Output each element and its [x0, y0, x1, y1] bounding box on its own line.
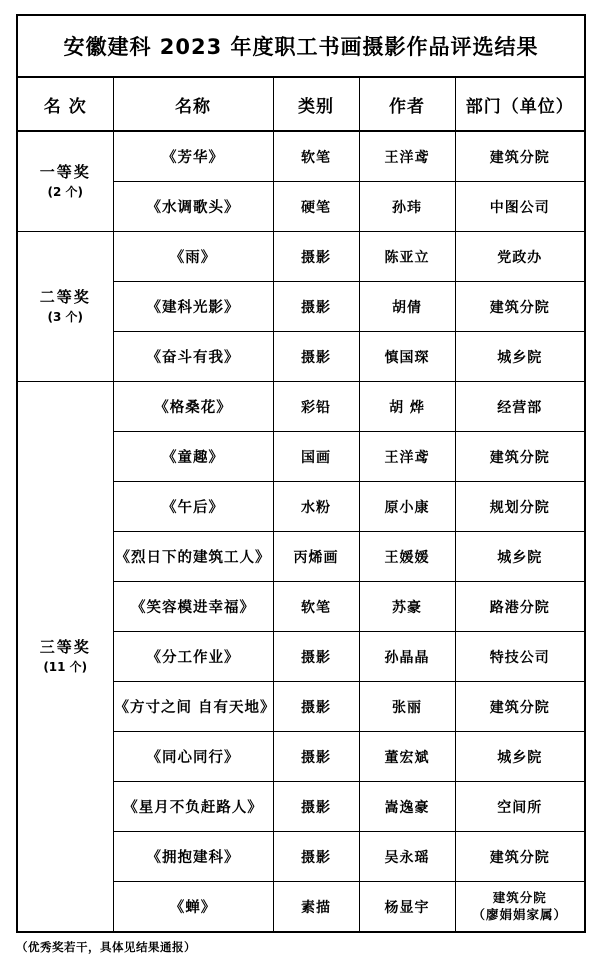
- rank-count: (3 个): [47, 309, 83, 324]
- column-header-author: 作者: [359, 77, 455, 131]
- work-category: 素描: [273, 882, 359, 933]
- work-author: 孙晶晶: [359, 632, 455, 682]
- rank-label: 二等奖: [39, 287, 91, 306]
- work-category: 摄影: [273, 232, 359, 282]
- work-department: 党政办: [455, 232, 585, 282]
- work-name: 《同心同行》: [113, 732, 273, 782]
- work-author: 苏豪: [359, 582, 455, 632]
- work-category: 软笔: [273, 582, 359, 632]
- work-department: 空间所: [455, 782, 585, 832]
- footnote: （优秀奖若干，具体见结果通报）: [16, 940, 196, 954]
- work-name: 《建科光影》: [113, 282, 273, 332]
- work-name: 《星月不负赶路人》: [113, 782, 273, 832]
- work-name: 《格桑花》: [113, 382, 273, 432]
- rank-cell-third: [17, 382, 113, 933]
- award-results-table: [16, 14, 586, 933]
- work-category: 摄影: [273, 732, 359, 782]
- work-department: [455, 882, 585, 933]
- table-header-row: [17, 77, 585, 131]
- work-department: 建筑分院: [455, 131, 585, 182]
- table-row: [17, 232, 585, 282]
- page-title: 安徽建科 2023 年度职工书画摄影作品评选结果: [17, 15, 585, 77]
- work-category: 软笔: [273, 131, 359, 182]
- work-author: 慎国琛: [359, 332, 455, 382]
- work-author: 吴永瑶: [359, 832, 455, 882]
- work-department: 建筑分院: [455, 832, 585, 882]
- work-name: 《芳华》: [113, 131, 273, 182]
- work-department: 城乡院: [455, 332, 585, 382]
- work-category: 摄影: [273, 832, 359, 882]
- work-name: 《拥抱建科》: [113, 832, 273, 882]
- rank-count: (2 个): [47, 184, 83, 199]
- work-department: 建筑分院: [455, 282, 585, 332]
- work-name: 《奋斗有我》: [113, 332, 273, 382]
- work-category: 彩铅: [273, 382, 359, 432]
- work-department-line2: （廖娟娟家属）: [472, 906, 568, 922]
- column-header-category: 类别: [273, 77, 359, 131]
- work-author: 嵩逸豪: [359, 782, 455, 832]
- work-author: 胡 烨: [359, 382, 455, 432]
- work-author: 原小康: [359, 482, 455, 532]
- table-row: [17, 131, 585, 182]
- column-header-name: 名称: [113, 77, 273, 131]
- work-name: 《童趣》: [113, 432, 273, 482]
- work-department: 城乡院: [455, 732, 585, 782]
- work-department: 路港分院: [455, 582, 585, 632]
- work-name: 《烈日下的建筑工人》: [113, 532, 273, 582]
- work-name: 《笑容模进幸福》: [113, 582, 273, 632]
- column-header-rank: 名 次: [17, 77, 113, 131]
- work-category: 水粉: [273, 482, 359, 532]
- work-category: 摄影: [273, 332, 359, 382]
- work-category: 国画: [273, 432, 359, 482]
- work-author: 王媛媛: [359, 532, 455, 582]
- work-name: 《蝉》: [113, 882, 273, 933]
- rank-cell-first: [17, 131, 113, 232]
- work-name: 《方寸之间 自有天地》: [113, 682, 273, 732]
- table-row: [17, 382, 585, 432]
- work-author: 杨显宇: [359, 882, 455, 933]
- work-author: 陈亚立: [359, 232, 455, 282]
- work-department: 城乡院: [455, 532, 585, 582]
- work-category: 摄影: [273, 282, 359, 332]
- work-name: 《午后》: [113, 482, 273, 532]
- work-department-line1: 建筑分院: [492, 890, 547, 906]
- work-department: 建筑分院: [455, 682, 585, 732]
- column-header-department: 部门（单位）: [455, 77, 585, 131]
- work-department: 特技公司: [455, 632, 585, 682]
- work-department: 规划分院: [455, 482, 585, 532]
- rank-cell-second: [17, 232, 113, 382]
- rank-count: (11 个): [43, 659, 88, 674]
- work-category: 摄影: [273, 682, 359, 732]
- work-name: 《雨》: [113, 232, 273, 282]
- work-category: 摄影: [273, 782, 359, 832]
- rank-label: 一等奖: [39, 162, 91, 181]
- work-category: 丙烯画: [273, 532, 359, 582]
- table-title-row: [17, 15, 585, 77]
- rank-label: 三等奖: [39, 637, 91, 656]
- work-author: 孙玮: [359, 182, 455, 232]
- work-department: 经营部: [455, 382, 585, 432]
- work-category: 硬笔: [273, 182, 359, 232]
- work-author: 王洋鸢: [359, 432, 455, 482]
- work-department: 建筑分院: [455, 432, 585, 482]
- work-author: 张丽: [359, 682, 455, 732]
- work-author: 胡倩: [359, 282, 455, 332]
- work-name: 《水调歌头》: [113, 182, 273, 232]
- work-category: 摄影: [273, 632, 359, 682]
- work-author: 王洋鸢: [359, 131, 455, 182]
- work-name: 《分工作业》: [113, 632, 273, 682]
- work-author: 董宏斌: [359, 732, 455, 782]
- work-department: 中图公司: [455, 182, 585, 232]
